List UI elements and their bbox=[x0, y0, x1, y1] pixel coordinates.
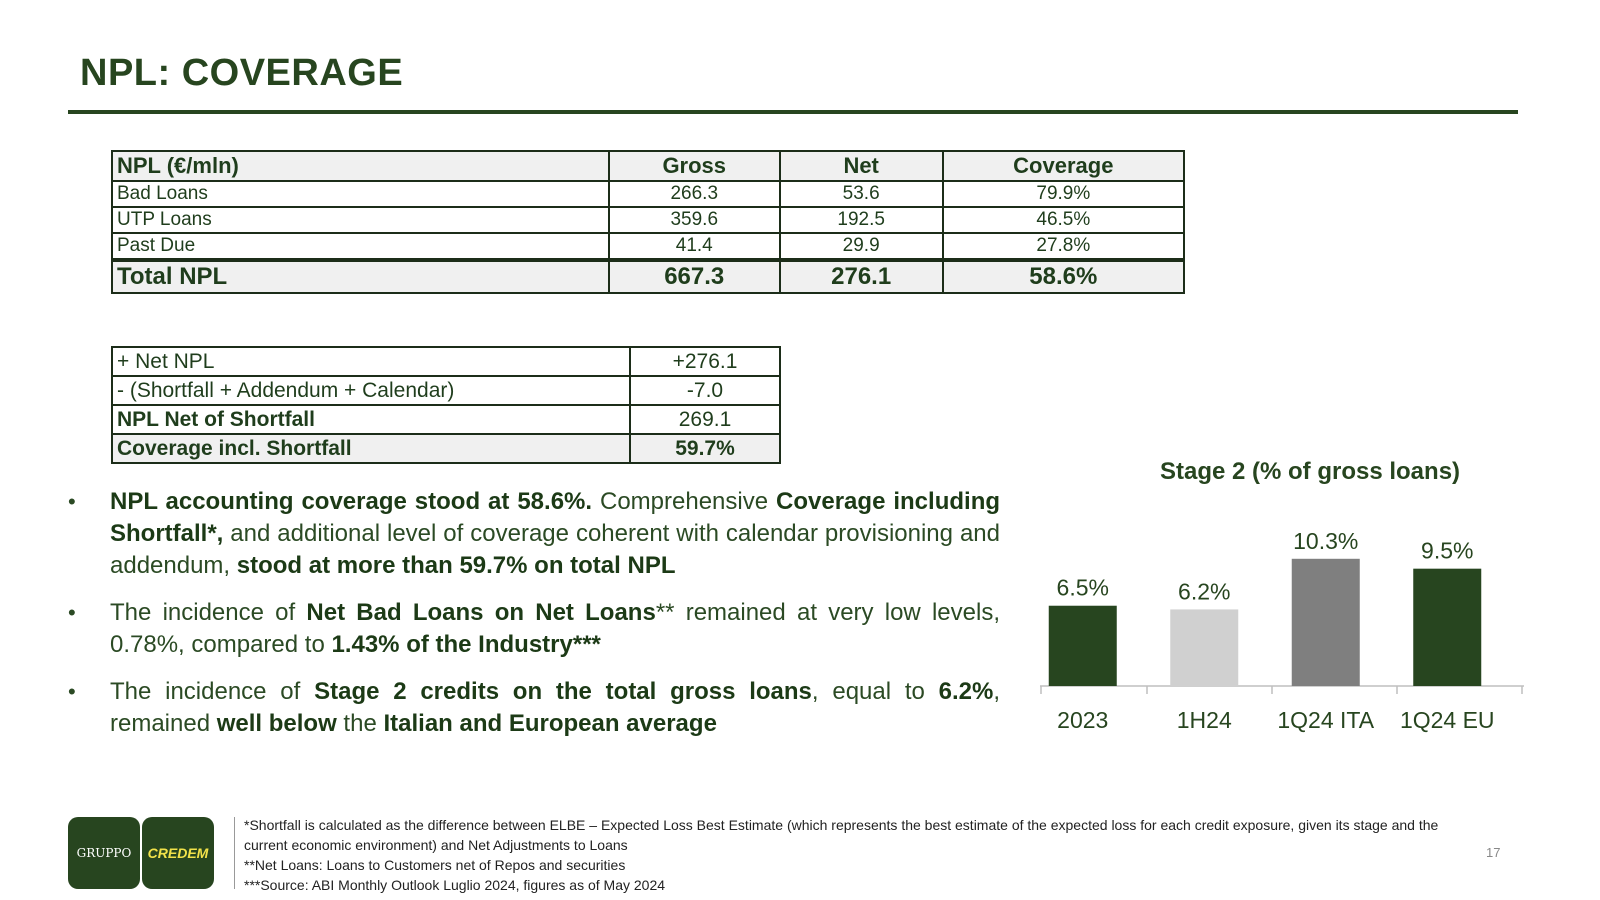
bullet-text: the bbox=[336, 710, 384, 737]
bar bbox=[1292, 559, 1360, 686]
data-label: 6.2% bbox=[1178, 578, 1231, 605]
total-net: 276.1 bbox=[780, 260, 943, 293]
table-row bbox=[112, 207, 1184, 233]
gross-value: 41.4 bbox=[609, 233, 780, 260]
data-label: 10.3% bbox=[1293, 527, 1359, 554]
footnotes bbox=[244, 815, 1484, 895]
bullet-dot-icon: • bbox=[68, 600, 76, 625]
coverage-value: 79.9% bbox=[943, 181, 1184, 207]
logo-credem: CREDEM bbox=[142, 817, 214, 889]
row-label: UTP Loans bbox=[112, 207, 609, 233]
bullet-text: , equal to bbox=[811, 678, 939, 705]
bar bbox=[1170, 609, 1238, 686]
footnote: *Shortfall is calculated as the difference between ELBE – Expected Loss Best Estimate (which represents the best estimate of the expected loss for each credit exposure, given its stage and the current economic environment) and Net Adjustments to Loans bbox=[244, 817, 1439, 853]
npl-header-net: Net bbox=[780, 151, 943, 181]
total-gross: 667.3 bbox=[609, 260, 780, 293]
shortfall-row-value: 59.7% bbox=[630, 434, 780, 463]
shortfall-row-label: - (Shortfall + Addendum + Calendar) bbox=[112, 376, 630, 405]
chart-title: Stage 2 (% of gross loans) bbox=[1159, 458, 1461, 485]
bar bbox=[1413, 569, 1481, 686]
total-row bbox=[112, 260, 1184, 293]
table-row bbox=[112, 376, 780, 405]
shortfall-row-label: Coverage incl. Shortfall bbox=[112, 434, 630, 463]
bullet-text-bold: Net Bad Loans on Net Loans bbox=[306, 599, 656, 626]
row-label: Bad Loans bbox=[112, 181, 609, 207]
bullet-text: The incidence of bbox=[110, 678, 315, 705]
bullet-text-bold: well below bbox=[216, 710, 337, 737]
row-label: Past Due bbox=[112, 233, 609, 260]
table-row bbox=[112, 347, 780, 376]
footnote: ***Source: ABI Monthly Outlook Luglio 2024, figures as of May 2024 bbox=[244, 877, 666, 893]
gruppo-credem-logo bbox=[68, 817, 214, 889]
coverage-value: 27.8% bbox=[943, 233, 1184, 260]
x-tick-label: 1H24 bbox=[1176, 707, 1232, 733]
shortfall-row-label: NPL Net of Shortfall bbox=[112, 405, 630, 434]
bullet-text: ** remained at very low levels, 0.78%, compared to bbox=[110, 599, 1000, 658]
bullet-text-bold: Stage 2 credits on the total gross loans bbox=[314, 678, 812, 705]
bullet-text-bold: Italian and European average bbox=[383, 710, 717, 737]
logo-gruppo: GRUPPO bbox=[68, 817, 140, 889]
coverage-value: 46.5% bbox=[943, 207, 1184, 233]
npl-table bbox=[111, 150, 1185, 294]
bullet-text-bold: 1.43% of the Industry*** bbox=[331, 631, 601, 658]
bullet-text-bold: NPL accounting coverage stood at 58.6%. bbox=[110, 488, 593, 515]
bullet-text: The incidence of bbox=[110, 599, 307, 626]
shortfall-row-value: -7.0 bbox=[630, 376, 780, 405]
gross-value: 266.3 bbox=[609, 181, 780, 207]
npl-table-header-row bbox=[112, 151, 1184, 181]
table-row bbox=[112, 405, 780, 434]
npl-header-coverage: Coverage bbox=[943, 151, 1184, 181]
table-row bbox=[112, 434, 780, 463]
page-title: NPL: COVERAGE bbox=[80, 52, 404, 94]
title-divider bbox=[68, 110, 1518, 114]
bar bbox=[1049, 606, 1117, 686]
shortfall-row-value: +276.1 bbox=[630, 347, 780, 376]
bullet-text-bold: stood at more than 59.7% on total NPL bbox=[236, 552, 676, 579]
bullet-text-bold: 6.2% bbox=[938, 678, 994, 705]
bullet-text: and additional level of coverage coherent with calendar provisioning and addendum, bbox=[110, 520, 1000, 579]
x-tick-label: 1Q24 EU bbox=[1399, 707, 1495, 733]
table-row bbox=[112, 233, 1184, 260]
net-value: 192.5 bbox=[780, 207, 943, 233]
shortfall-row-value: 269.1 bbox=[630, 405, 780, 434]
x-tick-label: 1Q24 ITA bbox=[1277, 707, 1375, 733]
gross-value: 359.6 bbox=[609, 207, 780, 233]
npl-header-gross: Gross bbox=[609, 151, 780, 181]
bullet-item bbox=[68, 597, 1000, 661]
net-value: 53.6 bbox=[780, 181, 943, 207]
data-label: 6.5% bbox=[1056, 574, 1109, 601]
bullet-dot-icon: • bbox=[68, 679, 76, 704]
bullet-dot-icon: • bbox=[68, 489, 76, 514]
total-coverage: 58.6% bbox=[943, 260, 1184, 293]
npl-header-label: NPL (€/mln) bbox=[112, 151, 609, 181]
bullet-item bbox=[68, 676, 1000, 740]
bullet-item bbox=[68, 486, 1000, 582]
data-label: 9.5% bbox=[1421, 537, 1474, 564]
shortfall-table bbox=[111, 346, 781, 464]
shortfall-row-label: + Net NPL bbox=[112, 347, 630, 376]
footer-divider bbox=[234, 817, 235, 889]
footnote: **Net Loans: Loans to Customers net of Repos and securities bbox=[244, 857, 626, 873]
page-number: 17 bbox=[1486, 845, 1501, 860]
table-row bbox=[112, 181, 1184, 207]
x-tick-label: 2023 bbox=[1057, 707, 1109, 733]
net-value: 29.9 bbox=[780, 233, 943, 260]
bullet-text: , remained bbox=[110, 678, 1000, 737]
bullet-list bbox=[68, 486, 1000, 755]
bullet-text-bold: Coverage including Shortfall*, bbox=[110, 488, 1001, 547]
stage2-bar-chart bbox=[1040, 500, 1560, 750]
bullet-text: Comprehensive bbox=[592, 488, 777, 515]
total-label: Total NPL bbox=[112, 260, 609, 293]
